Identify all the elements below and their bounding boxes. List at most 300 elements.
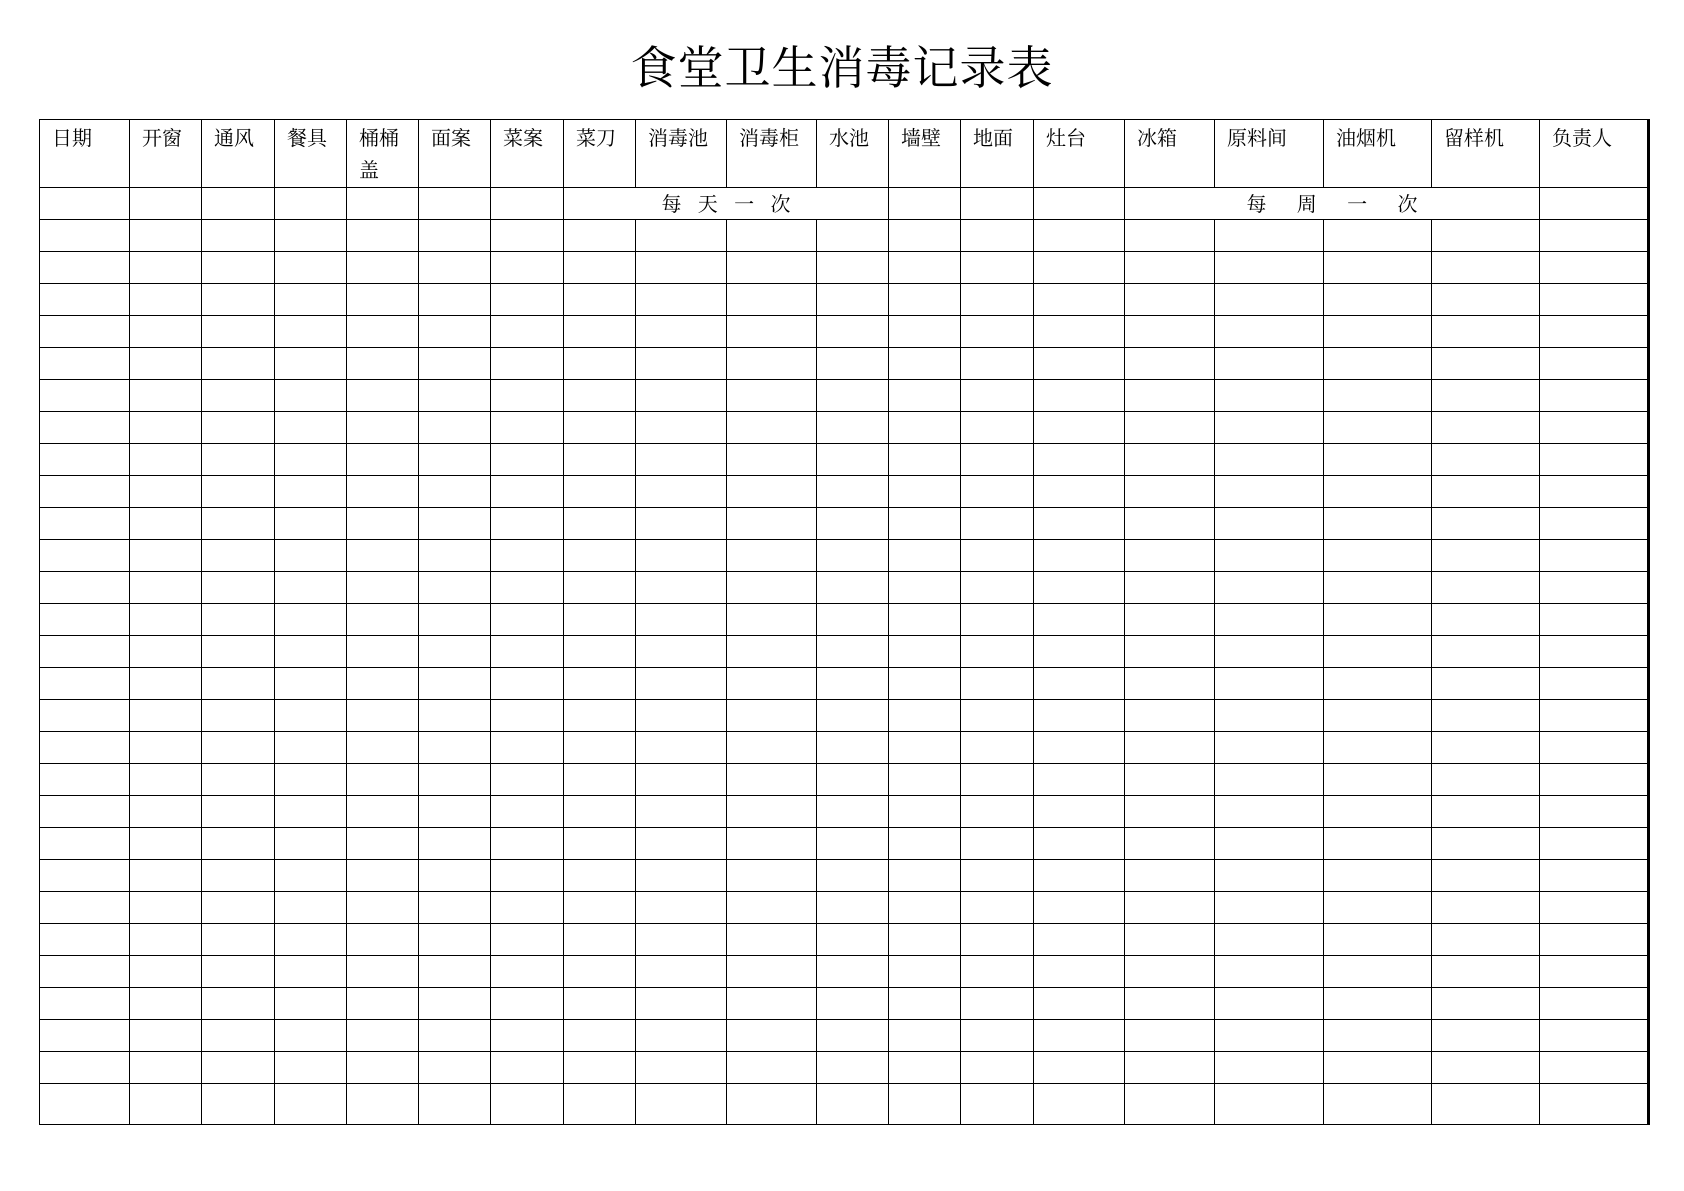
table-cell[interactable] [961,956,1034,988]
table-cell[interactable] [961,636,1034,668]
table-cell[interactable] [1125,700,1215,732]
table-cell[interactable] [1215,988,1324,1020]
table-cell[interactable] [636,636,727,668]
table-cell[interactable] [1324,956,1432,988]
table-cell[interactable] [889,732,961,764]
table-cell[interactable] [961,828,1034,860]
table-cell[interactable] [564,220,636,252]
table-cell[interactable] [889,284,961,316]
table-cell[interactable] [1324,572,1432,604]
table-cell[interactable] [419,604,491,636]
table-cell[interactable] [564,540,636,572]
table-cell[interactable] [40,1020,130,1052]
table-cell[interactable] [130,732,202,764]
table-cell[interactable] [727,1052,817,1084]
table-cell[interactable] [1432,444,1540,476]
table-cell[interactable] [817,348,889,380]
table-cell[interactable] [564,572,636,604]
table-cell[interactable] [1125,540,1215,572]
table-cell[interactable] [491,412,564,444]
table-cell[interactable] [817,700,889,732]
table-cell[interactable] [1215,252,1324,284]
table-cell[interactable] [1125,668,1215,700]
table-cell[interactable] [727,348,817,380]
table-cell[interactable] [130,796,202,828]
table-cell[interactable] [1034,796,1125,828]
table-cell[interactable] [817,668,889,700]
table-cell[interactable] [347,348,419,380]
table-cell[interactable] [1432,636,1540,668]
table-cell[interactable] [347,444,419,476]
table-cell[interactable] [491,188,564,220]
table-cell[interactable] [1324,1052,1432,1084]
table-cell[interactable] [275,668,347,700]
table-cell[interactable] [817,828,889,860]
table-cell[interactable] [419,988,491,1020]
table-cell[interactable] [1540,700,1649,732]
table-cell[interactable] [202,956,275,988]
table-cell[interactable] [889,1020,961,1052]
table-cell[interactable] [727,700,817,732]
table-cell[interactable] [130,1084,202,1125]
table-cell[interactable] [491,1084,564,1125]
table-cell[interactable] [961,700,1034,732]
table-cell[interactable] [130,572,202,604]
table-cell[interactable] [1034,316,1125,348]
table-cell[interactable] [419,796,491,828]
table-cell[interactable] [347,636,419,668]
table-cell[interactable] [202,1020,275,1052]
table-cell[interactable] [1125,316,1215,348]
table-cell[interactable] [202,860,275,892]
table-cell[interactable] [491,604,564,636]
table-cell[interactable] [130,188,202,220]
table-cell[interactable] [817,604,889,636]
table-cell[interactable] [40,572,130,604]
table-cell[interactable] [419,412,491,444]
table-cell[interactable] [40,252,130,284]
table-cell[interactable] [636,796,727,828]
table-cell[interactable] [1432,508,1540,540]
table-cell[interactable] [275,892,347,924]
table-cell[interactable] [1540,284,1649,316]
table-cell[interactable] [130,284,202,316]
table-cell[interactable] [419,668,491,700]
table-cell[interactable] [636,924,727,956]
table-cell[interactable] [491,540,564,572]
table-cell[interactable] [491,956,564,988]
table-cell[interactable] [202,892,275,924]
table-cell[interactable] [130,444,202,476]
table-cell[interactable] [40,860,130,892]
table-cell[interactable] [1540,892,1649,924]
table-cell[interactable] [564,316,636,348]
table-cell[interactable] [347,252,419,284]
table-cell[interactable] [1215,444,1324,476]
table-cell[interactable] [889,476,961,508]
table-cell[interactable] [491,348,564,380]
table-cell[interactable] [40,188,130,220]
table-cell[interactable] [275,444,347,476]
table-cell[interactable] [1540,348,1649,380]
table-cell[interactable] [1540,380,1649,412]
table-cell[interactable] [636,412,727,444]
table-cell[interactable] [347,924,419,956]
table-cell[interactable] [275,540,347,572]
table-cell[interactable] [961,1052,1034,1084]
table-cell[interactable] [275,764,347,796]
table-cell[interactable] [727,540,817,572]
table-cell[interactable] [1034,476,1125,508]
table-cell[interactable] [40,796,130,828]
table-cell[interactable] [961,188,1034,220]
table-cell[interactable] [202,572,275,604]
table-cell[interactable] [1034,380,1125,412]
table-cell[interactable] [564,252,636,284]
table-cell[interactable] [491,1020,564,1052]
table-cell[interactable] [491,508,564,540]
table-cell[interactable] [202,508,275,540]
table-cell[interactable] [727,636,817,668]
table-cell[interactable] [1215,316,1324,348]
table-cell[interactable] [1432,764,1540,796]
table-cell[interactable] [1540,540,1649,572]
table-cell[interactable] [1034,636,1125,668]
table-cell[interactable] [1432,316,1540,348]
table-cell[interactable] [817,764,889,796]
table-cell[interactable] [202,348,275,380]
table-cell[interactable] [889,828,961,860]
table-cell[interactable] [419,572,491,604]
table-cell[interactable] [961,508,1034,540]
table-cell[interactable] [1540,636,1649,668]
table-cell[interactable] [1324,604,1432,636]
table-cell[interactable] [1215,220,1324,252]
table-cell[interactable] [1125,476,1215,508]
table-cell[interactable] [1125,860,1215,892]
table-cell[interactable] [1215,828,1324,860]
table-cell[interactable] [275,476,347,508]
table-cell[interactable] [1432,988,1540,1020]
table-cell[interactable] [347,604,419,636]
table-cell[interactable] [727,1020,817,1052]
table-cell[interactable] [347,1084,419,1125]
table-cell[interactable] [817,284,889,316]
table-cell[interactable] [889,604,961,636]
table-cell[interactable] [1324,540,1432,572]
table-cell[interactable] [1324,1020,1432,1052]
table-cell[interactable] [1125,1084,1215,1125]
table-cell[interactable] [347,1020,419,1052]
table-cell[interactable] [1125,284,1215,316]
table-cell[interactable] [817,316,889,348]
table-cell[interactable] [961,892,1034,924]
table-cell[interactable] [419,476,491,508]
table-cell[interactable] [491,284,564,316]
table-cell[interactable] [347,476,419,508]
table-cell[interactable] [1432,252,1540,284]
table-cell[interactable] [275,796,347,828]
table-cell[interactable] [40,284,130,316]
table-cell[interactable] [40,668,130,700]
table-cell[interactable] [1034,732,1125,764]
table-cell[interactable] [202,380,275,412]
table-cell[interactable] [130,476,202,508]
table-cell[interactable] [1324,284,1432,316]
table-cell[interactable] [817,412,889,444]
table-cell[interactable] [564,348,636,380]
table-cell[interactable] [1215,540,1324,572]
table-cell[interactable] [275,252,347,284]
table-cell[interactable] [1432,220,1540,252]
table-cell[interactable] [419,284,491,316]
table-cell[interactable] [961,540,1034,572]
table-cell[interactable] [636,892,727,924]
table-cell[interactable] [275,700,347,732]
table-cell[interactable] [347,860,419,892]
table-cell[interactable] [40,732,130,764]
table-cell[interactable] [202,412,275,444]
table-cell[interactable] [40,476,130,508]
table-cell[interactable] [419,1084,491,1125]
table-cell[interactable] [130,252,202,284]
table-cell[interactable] [1540,220,1649,252]
table-cell[interactable] [889,988,961,1020]
table-cell[interactable] [1432,924,1540,956]
table-cell[interactable] [1540,444,1649,476]
table-cell[interactable] [961,476,1034,508]
table-cell[interactable] [1125,1052,1215,1084]
table-cell[interactable] [1034,1084,1125,1125]
table-cell[interactable] [419,540,491,572]
table-cell[interactable] [636,956,727,988]
table-cell[interactable] [1125,988,1215,1020]
table-cell[interactable] [817,444,889,476]
table-cell[interactable] [275,220,347,252]
table-cell[interactable] [1540,1020,1649,1052]
table-cell[interactable] [817,540,889,572]
table-cell[interactable] [1540,508,1649,540]
table-cell[interactable] [564,988,636,1020]
table-cell[interactable] [1324,348,1432,380]
table-cell[interactable] [202,924,275,956]
table-cell[interactable] [564,796,636,828]
table-cell[interactable] [1540,956,1649,988]
table-cell[interactable] [961,284,1034,316]
table-cell[interactable] [491,764,564,796]
table-cell[interactable] [275,508,347,540]
table-cell[interactable] [1034,764,1125,796]
table-cell[interactable] [1540,668,1649,700]
table-cell[interactable] [636,668,727,700]
table-cell[interactable] [817,572,889,604]
table-cell[interactable] [961,764,1034,796]
table-cell[interactable] [727,988,817,1020]
table-cell[interactable] [347,572,419,604]
table-cell[interactable] [1034,1052,1125,1084]
table-cell[interactable] [347,1052,419,1084]
table-cell[interactable] [1125,636,1215,668]
table-cell[interactable] [817,252,889,284]
table-cell[interactable] [1432,604,1540,636]
table-cell[interactable] [1540,412,1649,444]
table-cell[interactable] [564,380,636,412]
table-cell[interactable] [1324,988,1432,1020]
table-cell[interactable] [1324,252,1432,284]
table-cell[interactable] [419,1020,491,1052]
table-cell[interactable] [817,956,889,988]
table-cell[interactable] [130,700,202,732]
table-cell[interactable] [1034,700,1125,732]
table-cell[interactable] [961,348,1034,380]
table-cell[interactable] [889,892,961,924]
table-cell[interactable] [347,540,419,572]
table-cell[interactable] [1540,476,1649,508]
table-cell[interactable] [202,604,275,636]
table-cell[interactable] [275,348,347,380]
table-cell[interactable] [817,380,889,412]
table-cell[interactable] [1215,508,1324,540]
table-cell[interactable] [636,476,727,508]
table-cell[interactable] [727,1084,817,1125]
table-cell[interactable] [491,316,564,348]
table-cell[interactable] [491,380,564,412]
table-cell[interactable] [1034,924,1125,956]
table-cell[interactable] [1215,1052,1324,1084]
table-cell[interactable] [961,252,1034,284]
table-cell[interactable] [889,636,961,668]
table-cell[interactable] [636,380,727,412]
table-cell[interactable] [1432,284,1540,316]
table-cell[interactable] [889,860,961,892]
table-cell[interactable] [961,1084,1034,1125]
table-cell[interactable] [40,924,130,956]
table-cell[interactable] [202,444,275,476]
table-cell[interactable] [1324,380,1432,412]
table-cell[interactable] [727,508,817,540]
table-cell[interactable] [1324,828,1432,860]
table-cell[interactable] [817,1020,889,1052]
table-cell[interactable] [491,668,564,700]
table-cell[interactable] [961,860,1034,892]
table-cell[interactable] [130,412,202,444]
table-cell[interactable] [1034,508,1125,540]
table-cell[interactable] [1034,988,1125,1020]
table-cell[interactable] [1034,252,1125,284]
table-cell[interactable] [727,668,817,700]
table-cell[interactable] [889,412,961,444]
table-cell[interactable] [1432,572,1540,604]
table-cell[interactable] [40,956,130,988]
table-cell[interactable] [727,284,817,316]
table-cell[interactable] [1125,828,1215,860]
table-cell[interactable] [1432,956,1540,988]
table-cell[interactable] [130,860,202,892]
table-cell[interactable] [130,508,202,540]
table-cell[interactable] [130,1020,202,1052]
table-cell[interactable] [1432,1020,1540,1052]
table-cell[interactable] [564,1084,636,1125]
table-cell[interactable] [130,316,202,348]
table-cell[interactable] [564,956,636,988]
table-cell[interactable] [1034,668,1125,700]
table-cell[interactable] [130,924,202,956]
table-cell[interactable] [275,412,347,444]
table-cell[interactable] [636,1020,727,1052]
table-cell[interactable] [1432,668,1540,700]
table-cell[interactable] [1215,732,1324,764]
table-cell[interactable] [1540,1084,1649,1125]
table-cell[interactable] [40,316,130,348]
table-cell[interactable] [347,412,419,444]
table-cell[interactable] [1432,476,1540,508]
table-cell[interactable] [1125,220,1215,252]
table-cell[interactable] [40,1052,130,1084]
table-cell[interactable] [347,732,419,764]
table-cell[interactable] [1324,412,1432,444]
table-cell[interactable] [347,796,419,828]
table-cell[interactable] [419,700,491,732]
table-cell[interactable] [1215,924,1324,956]
table-cell[interactable] [961,732,1034,764]
table-cell[interactable] [491,444,564,476]
table-cell[interactable] [1125,572,1215,604]
table-cell[interactable] [889,188,961,220]
table-cell[interactable] [1540,316,1649,348]
table-cell[interactable] [40,1084,130,1125]
table-cell[interactable] [727,220,817,252]
table-cell[interactable] [202,316,275,348]
table-cell[interactable] [1125,924,1215,956]
table-cell[interactable] [1540,252,1649,284]
table-cell[interactable] [1215,956,1324,988]
table-cell[interactable] [40,636,130,668]
table-cell[interactable] [347,892,419,924]
table-cell[interactable] [564,860,636,892]
table-cell[interactable] [1215,380,1324,412]
table-cell[interactable] [727,924,817,956]
table-cell[interactable] [130,828,202,860]
table-cell[interactable] [1215,796,1324,828]
table-cell[interactable] [1125,956,1215,988]
table-cell[interactable] [889,700,961,732]
table-cell[interactable] [1125,380,1215,412]
table-cell[interactable] [1324,636,1432,668]
table-cell[interactable] [1540,188,1649,220]
table-cell[interactable] [889,668,961,700]
table-cell[interactable] [636,252,727,284]
table-cell[interactable] [202,252,275,284]
table-cell[interactable] [727,828,817,860]
table-cell[interactable] [130,380,202,412]
table-cell[interactable] [727,252,817,284]
table-cell[interactable] [1034,604,1125,636]
table-cell[interactable] [491,924,564,956]
table-cell[interactable] [1324,476,1432,508]
table-cell[interactable] [419,380,491,412]
table-cell[interactable] [564,284,636,316]
table-cell[interactable] [817,988,889,1020]
table-cell[interactable] [636,540,727,572]
table-cell[interactable] [889,1084,961,1125]
table-cell[interactable] [491,796,564,828]
table-cell[interactable] [564,924,636,956]
table-cell[interactable] [1034,188,1125,220]
table-cell[interactable] [491,476,564,508]
table-cell[interactable] [347,380,419,412]
table-cell[interactable] [202,796,275,828]
table-cell[interactable] [564,1052,636,1084]
